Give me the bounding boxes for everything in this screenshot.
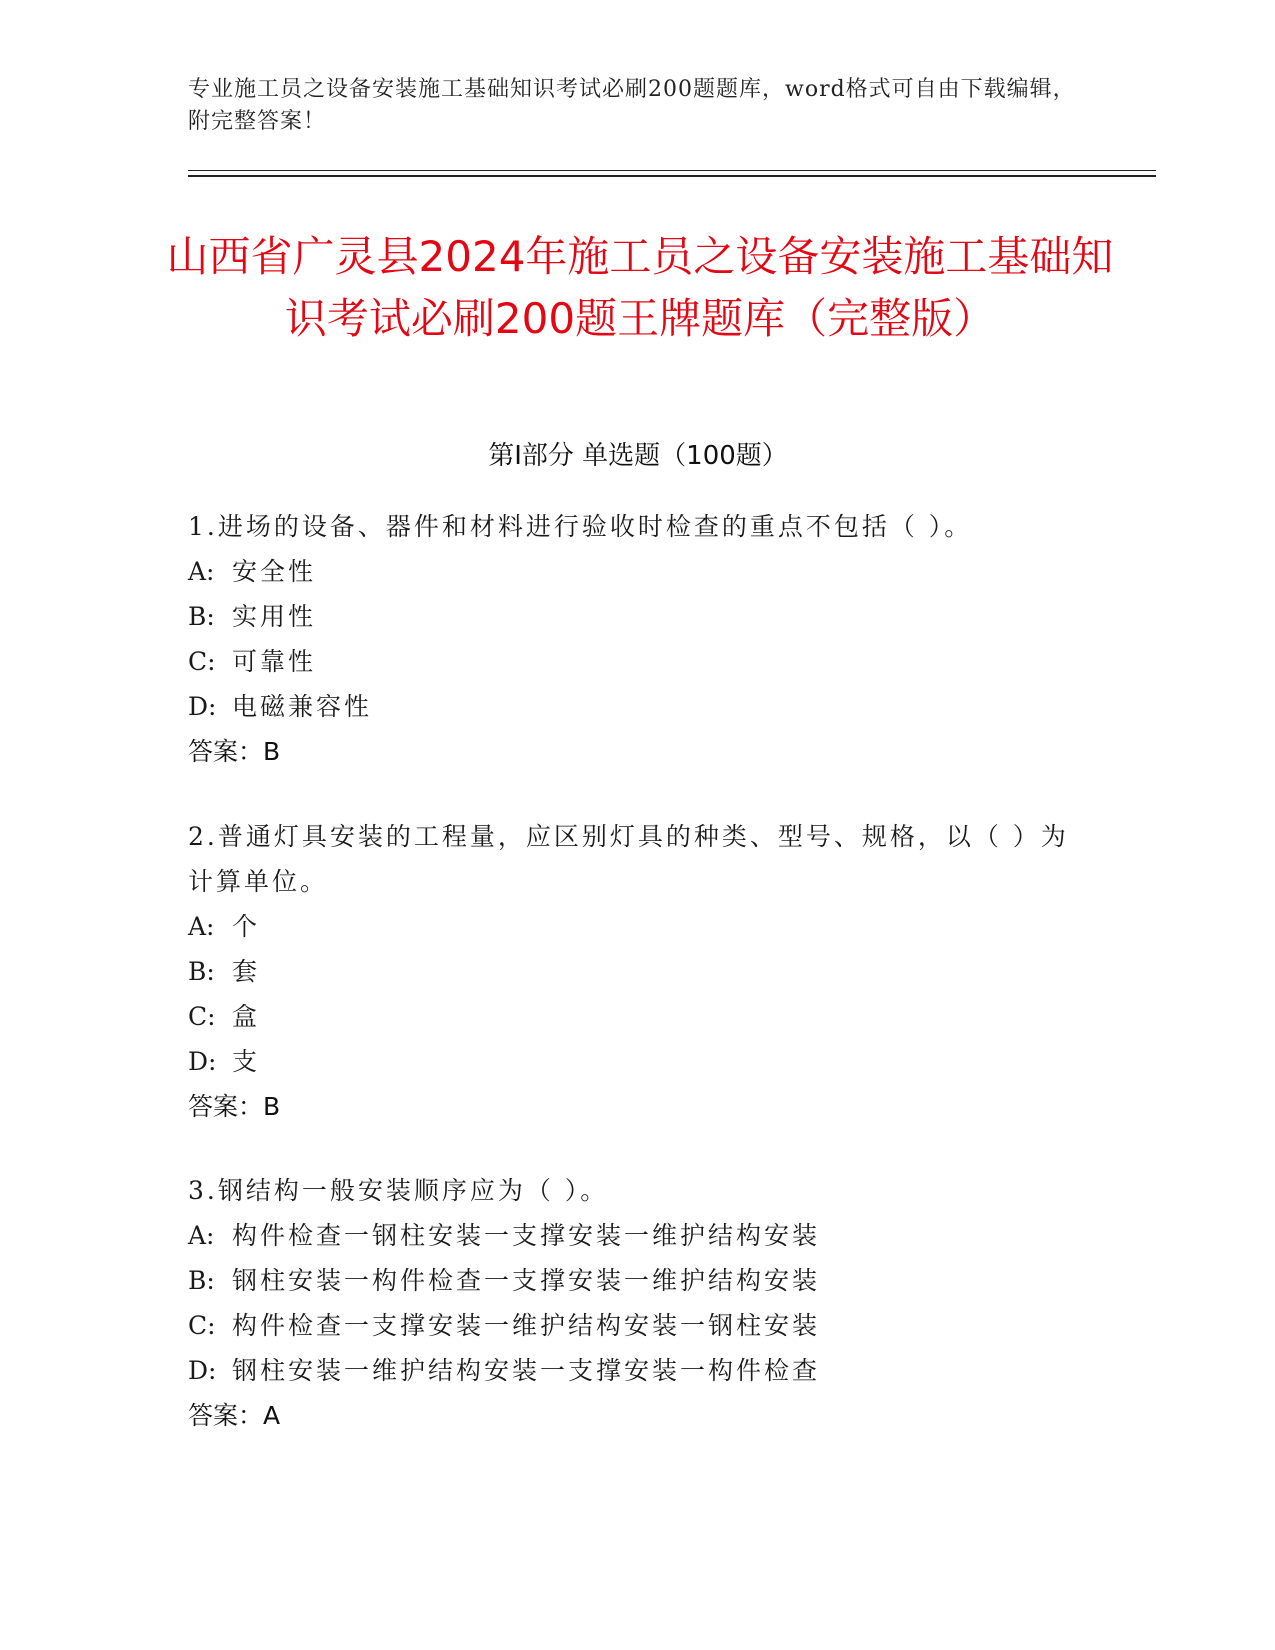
option-key: B: (188, 1266, 215, 1295)
option-text: 电磁兼容性 (232, 692, 373, 721)
header-rule-thin (188, 170, 1156, 171)
option-text: 套 (232, 957, 261, 986)
answer: 答案：B (188, 1092, 281, 1121)
option-text: 钢柱安装一维护结构安装一支撑安装一构件检查 (232, 1356, 821, 1385)
question-text: 3.钢结构一般安装顺序应为（ ）。 (188, 1176, 609, 1205)
option-key: C: (188, 1002, 216, 1031)
option-d (188, 1348, 1088, 1393)
option-text: 构件检查一支撑安装一维护结构安装一钢柱安装 (232, 1311, 821, 1340)
question-2 (188, 814, 1088, 1129)
option-key: D: (188, 1356, 217, 1385)
option-text: 实用性 (232, 602, 317, 631)
option-text: 构件检查一钢柱安装一支撑安装一维护结构安装 (232, 1221, 821, 1250)
header-rule-thick (188, 175, 1156, 177)
section-title: 第Ⅰ部分 单选题（100题） (488, 441, 788, 471)
answer: 答案：A (188, 1401, 281, 1430)
option-text: 安全性 (232, 557, 317, 586)
option-b (188, 949, 1088, 994)
option-c (188, 994, 1088, 1039)
header-note: 专业施工员之设备安装施工基础知识考试必刷200题题库，word格式可自由下载编辑，附完整答案！ (188, 77, 1076, 134)
question-text: 1.进场的设备、器件和材料进行验收时检查的重点不包括（ ）。 (188, 512, 973, 541)
option-d (188, 1039, 1088, 1084)
option-key: B: (188, 602, 215, 631)
option-a (188, 1213, 1088, 1258)
option-b (188, 1258, 1088, 1303)
option-d (188, 684, 1088, 729)
option-key: D: (188, 692, 217, 721)
answer: 答案：B (188, 737, 281, 766)
option-text: 盒 (232, 1002, 261, 1031)
option-a (188, 904, 1088, 949)
option-key: A: (188, 912, 215, 941)
option-b (188, 594, 1088, 639)
option-c (188, 639, 1088, 684)
option-text: 可靠性 (232, 647, 317, 676)
option-text: 支 (232, 1047, 261, 1076)
question-1 (188, 504, 1088, 774)
option-text: 个 (232, 912, 261, 941)
option-a (188, 549, 1088, 594)
question-3 (188, 1168, 1088, 1438)
option-key: C: (188, 647, 216, 676)
question-text: 2.普通灯具安装的工程量，应区别灯具的种类、型号、规格，以（ ）为计算单位。 (188, 822, 1069, 896)
option-key: D: (188, 1047, 217, 1076)
document-title: 山西省广灵县2024年施工员之设备安装施工基础知识考试必刷200题王牌题库（完整版） (166, 232, 1114, 343)
option-key: A: (188, 1221, 215, 1250)
option-key: B: (188, 957, 215, 986)
option-key: C: (188, 1311, 216, 1340)
option-key: A: (188, 557, 215, 586)
option-c (188, 1303, 1088, 1348)
option-text: 钢柱安装一构件检查一支撑安装一维护结构安装 (232, 1266, 821, 1295)
